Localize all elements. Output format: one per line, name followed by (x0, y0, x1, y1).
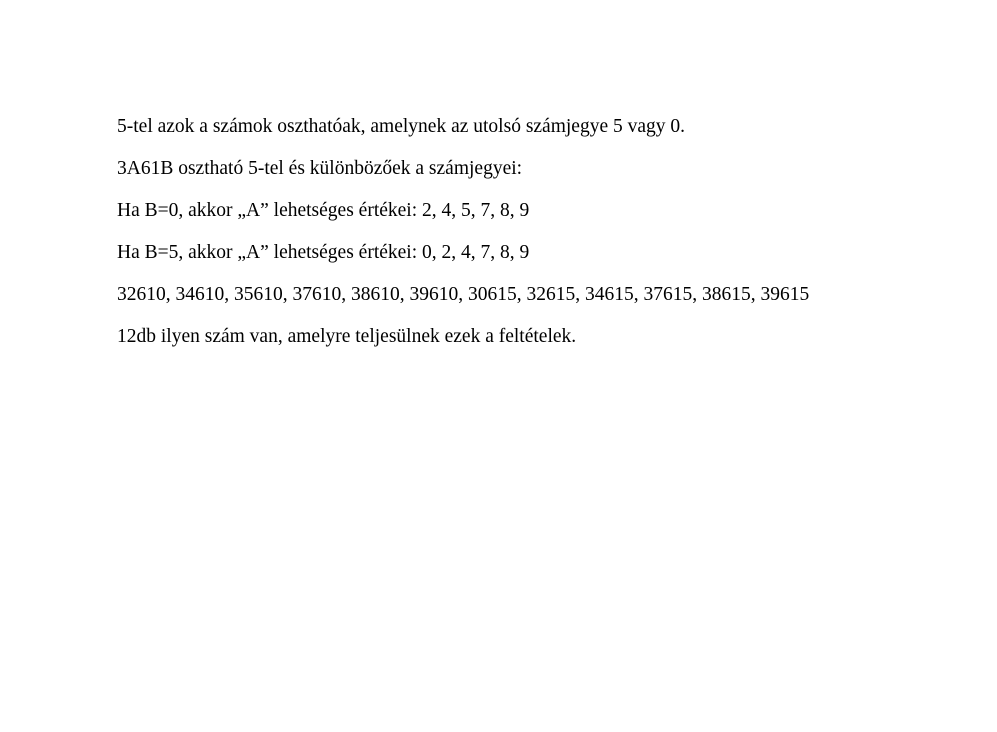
paragraph-divisibility-rule: 5-tel azok a számok oszthatóak, amelynek az utolsó számjegye 5 vagy 0. (117, 116, 686, 137)
paragraph-conclusion: 12db ilyen szám van, amelyre teljesülnek ezek a feltételek. (117, 326, 577, 347)
paragraph-case-b5: Ha B=5, akkor „A” lehetséges értékei: 0, 2, 4, 7, 8, 9 (117, 242, 530, 263)
paragraph-problem-statement: 3A61B osztható 5-tel és különbözőek a számjegyei: (117, 158, 523, 179)
paragraph-number-list: 32610, 34610, 35610, 37610, 38610, 39610, 30615, 32615, 34615, 37615, 38615, 39615 (117, 284, 810, 305)
paragraph-case-b0: Ha B=0, akkor „A” lehetséges értékei: 2, 4, 5, 7, 8, 9 (117, 200, 530, 221)
document-body (117, 112, 889, 364)
